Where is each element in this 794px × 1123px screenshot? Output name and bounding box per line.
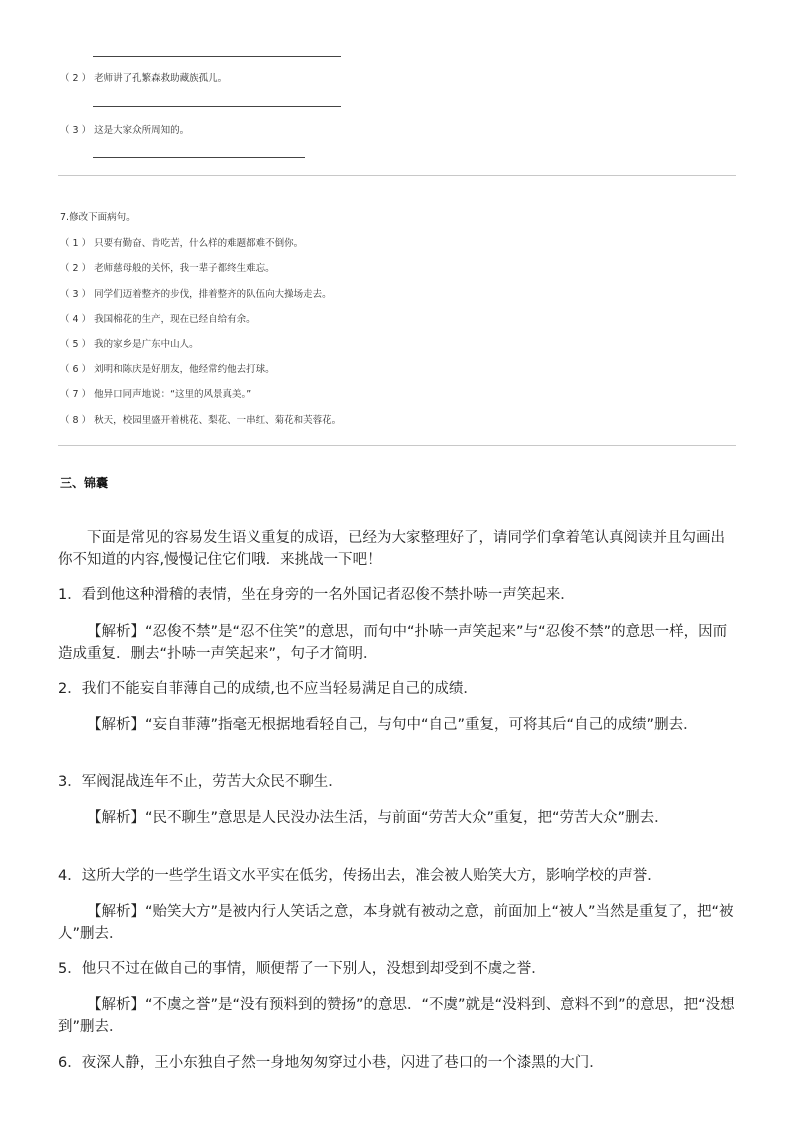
example-sentence: 2．我们不能妄自菲薄自己的成绩,也不应当轻易满足自己的成绩． bbox=[58, 681, 478, 697]
example-sentence: 1．看到他这种滑稽的表情，坐在身旁的一名外国记者忍俊不禁扑哧一声笑起来． bbox=[58, 587, 575, 603]
q7-item: （ 7 ） 他异口同声地说：“这里的风景真美。” bbox=[60, 389, 252, 400]
section-divider-1 bbox=[58, 175, 736, 176]
example-sentence: 4．这所大学的一些学生语文水平实在低劣，传扬出去，准会被人贻笑大方，影响学校的声誉． bbox=[58, 868, 662, 884]
answer-line-1[interactable] bbox=[93, 56, 341, 57]
q7-item: （ 5 ） 我的家乡是广东中山人。 bbox=[60, 339, 199, 350]
q7-title: 7.修改下面病句。 bbox=[60, 212, 136, 223]
example-analysis: 【解析】“妄自菲薄”指毫无根据地看轻自己，与句中“自己”重复，可将其后“自己的成绩”删去． bbox=[87, 717, 698, 733]
answer-line-3[interactable] bbox=[93, 157, 305, 158]
example-sentence: 6．夜深人静，王小东独自孑然一身地匆匆穿过小巷，闪进了巷口的一个漆黑的大门． bbox=[58, 1055, 604, 1071]
example-analysis: 【解析】“民不聊生”意思是人民没办法生活，与前面“劳苦大众”重复，把“劳苦大众”删去． bbox=[87, 810, 669, 826]
part-a-item-2: （ 2 ） 老师讲了孔繁森救助藏族孤儿。 bbox=[60, 73, 228, 84]
intro-paragraph: 下面是常见的容易发生语义重复的成语，已经为大家整理好了，请同学们拿着笔认真阅读并且勾画出你不知道的内容,慢慢记住它们哦．来挑战一下吧！ bbox=[58, 530, 725, 568]
example-sentence: 3．军阀混战连年不止，劳苦大众民不聊生． bbox=[58, 774, 343, 790]
q7-item: （ 3 ） 同学们迈着整齐的步伐，排着整齐的队伍向大操场走去。 bbox=[60, 289, 332, 300]
example-sentence: 5．他只不过在做自己的事情，顺便帮了一下别人，没想到却受到不虞之誉． bbox=[58, 961, 546, 977]
example-analysis: 【解析】“贻笑大方”是被内行人笑话之意，本身就有被动之意，前面加上“被人”当然是重复了，把“被人”删去． bbox=[58, 904, 734, 942]
section-heading: 三、锦囊 bbox=[60, 476, 109, 490]
q7-item: （ 8 ） 秋天，校园里盛开着桃花、梨花、一串红、菊花和芙蓉花。 bbox=[60, 415, 342, 426]
section-divider-2 bbox=[58, 445, 736, 446]
answer-line-2[interactable] bbox=[93, 106, 341, 107]
q7-item: （ 6 ） 刘明和陈庆是好朋友，他经常约他去打球。 bbox=[60, 364, 275, 375]
example-analysis: 【解析】“忍俊不禁”是“忍不住笑”的意思，而句中“扑哧一声笑起来”与“忍俊不禁”的意思一样，因而造成重复．删去“扑哧一声笑起来”，句子才简明． bbox=[58, 624, 728, 662]
q7-item: （ 1 ） 只要有勤奋、肯吃苦，什么样的难题都难不倒你。 bbox=[60, 238, 304, 249]
q7-item: （ 4 ） 我国棉花的生产，现在已经自给有余。 bbox=[60, 314, 256, 325]
part-a-item-3: （ 3 ） 这是大家众所周知的。 bbox=[60, 125, 190, 136]
q7-item: （ 2 ） 老师慈母般的关怀，我一辈子都终生难忘。 bbox=[60, 263, 275, 274]
example-analysis: 【解析】“不虞之誉”是“没有预料到的赞扬”的意思．“不虞”就是“没料到、意料不到”的意思，把“没想到”删去． bbox=[58, 997, 735, 1035]
